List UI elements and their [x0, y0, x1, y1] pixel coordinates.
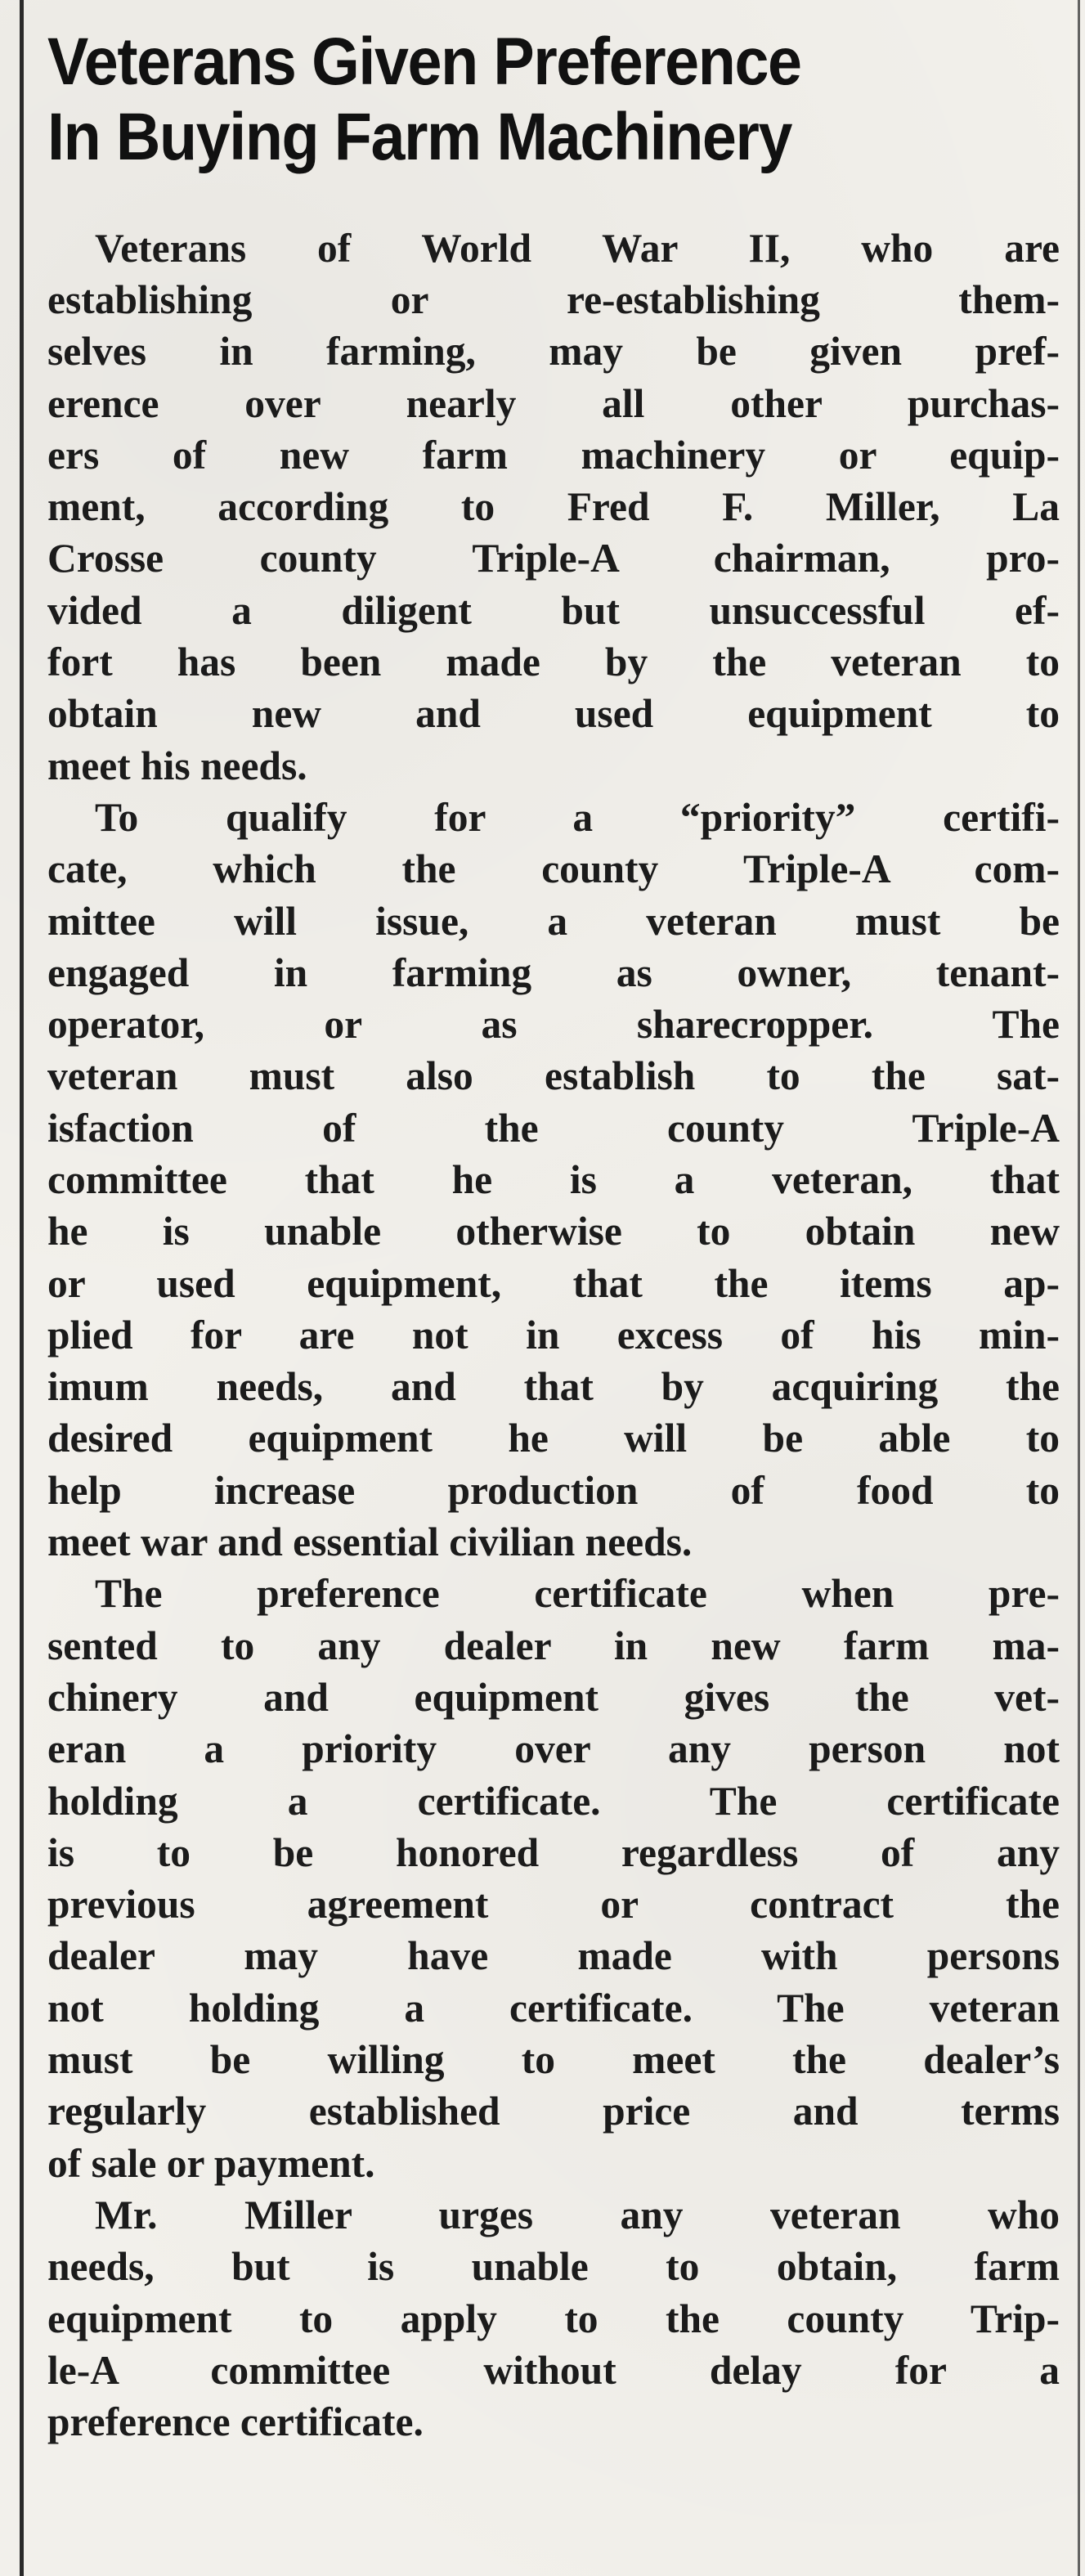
paragraph-line: Veterans of World War II, who are	[95, 225, 1060, 271]
paragraph-line: eran a priority over any person not	[47, 1726, 1060, 1772]
paragraph-line: of sale or payment.	[47, 2140, 375, 2186]
paragraph-line: preference certificate.	[47, 2399, 424, 2445]
paragraph-line: ment, according to Fred F. Miller, La	[47, 484, 1060, 530]
paragraph-line: needs, but is unable to obtain, farm	[47, 2244, 1060, 2290]
paragraph-line: cate, which the county Triple-A com-	[47, 846, 1060, 892]
paragraph-line: selves in farming, may be given pref-	[47, 329, 1060, 375]
paragraph-line: erence over nearly all other purchas-	[47, 380, 1060, 426]
paragraph-line: operator, or as sharecropper. The	[47, 1002, 1060, 1048]
paragraph-line: previous agreement or contract the	[47, 1882, 1060, 1928]
paragraph-line: mittee will issue, a veteran must be	[47, 898, 1060, 944]
paragraph-line: Crosse county Triple-A chairman, pro-	[47, 536, 1060, 581]
paragraph-line: regularly established price and terms	[47, 2089, 1060, 2134]
article-body	[47, 222, 1060, 2448]
paragraph-line: dealer may have made with persons	[47, 1933, 1060, 1979]
paragraph-line: plied for are not in excess of his min-	[47, 1312, 1060, 1358]
paragraph-line: is to be honored regardless of any	[47, 1829, 1060, 1875]
paragraph-line: ers of new farm machinery or equip-	[47, 432, 1060, 478]
paragraph-line: Mr. Miller urges any veteran who	[95, 2192, 1060, 2237]
paragraph-line: chinery and equipment gives the vet-	[47, 1674, 1060, 1720]
paragraph-line: The preference certificate when pre-	[95, 1571, 1060, 1617]
paragraph-line: fort has been made by the veteran to	[47, 640, 1060, 685]
paragraph-line: must be willing to meet the dealer’s	[47, 2037, 1060, 2083]
paragraph	[47, 1568, 1060, 2189]
paragraph	[47, 222, 1060, 792]
paragraph-line: veteran must also establish to the sat-	[47, 1053, 1060, 1099]
paragraph-line: isfaction of the county Triple-A	[47, 1105, 1060, 1151]
headline-line: In Buying Farm Machinery	[47, 99, 792, 174]
column-rule-right	[1078, 0, 1080, 2576]
paragraph-line: or used equipment, that the items ap-	[47, 1260, 1060, 1306]
paragraph-line: To qualify for a “priority” certifi-	[95, 794, 1060, 840]
paragraph-line: obtain new and used equipment to	[47, 691, 1060, 737]
paragraph-line: committee that he is a veteran, that	[47, 1157, 1060, 1202]
paragraph-line: holding a certificate. The certificate	[47, 1778, 1060, 1824]
headline	[47, 25, 1063, 175]
paragraph-line: imum needs, and that by acquiring the	[47, 1364, 1060, 1410]
paragraph-line: sented to any dealer in new farm ma-	[47, 1622, 1060, 1668]
paragraph-line: not holding a certificate. The veteran	[47, 1985, 1060, 2031]
article	[47, 25, 1061, 2448]
paragraph	[47, 2189, 1060, 2448]
paragraph-line: le-A committee without delay for a	[47, 2347, 1060, 2393]
paragraph-line: meet his needs.	[47, 743, 307, 788]
paragraph-line: help increase production of food to	[47, 1467, 1060, 1513]
column-rule-left	[20, 0, 24, 2576]
paragraph	[47, 792, 1060, 1568]
paragraph-line: establishing or re-establishing them-	[47, 276, 1060, 322]
headline-line: Veterans Given Preference	[47, 25, 801, 99]
paragraph-line: he is unable otherwise to obtain new	[47, 1209, 1060, 1254]
paragraph-line: engaged in farming as owner, tenant-	[47, 949, 1060, 995]
paragraph-line: desired equipment he will be able to	[47, 1416, 1060, 1461]
paragraph-line: vided a diligent but unsuccessful ef-	[47, 587, 1060, 633]
paragraph-line: equipment to apply to the county Trip-	[47, 2296, 1060, 2341]
paragraph-line: meet war and essential civilian needs.	[47, 1519, 693, 1565]
